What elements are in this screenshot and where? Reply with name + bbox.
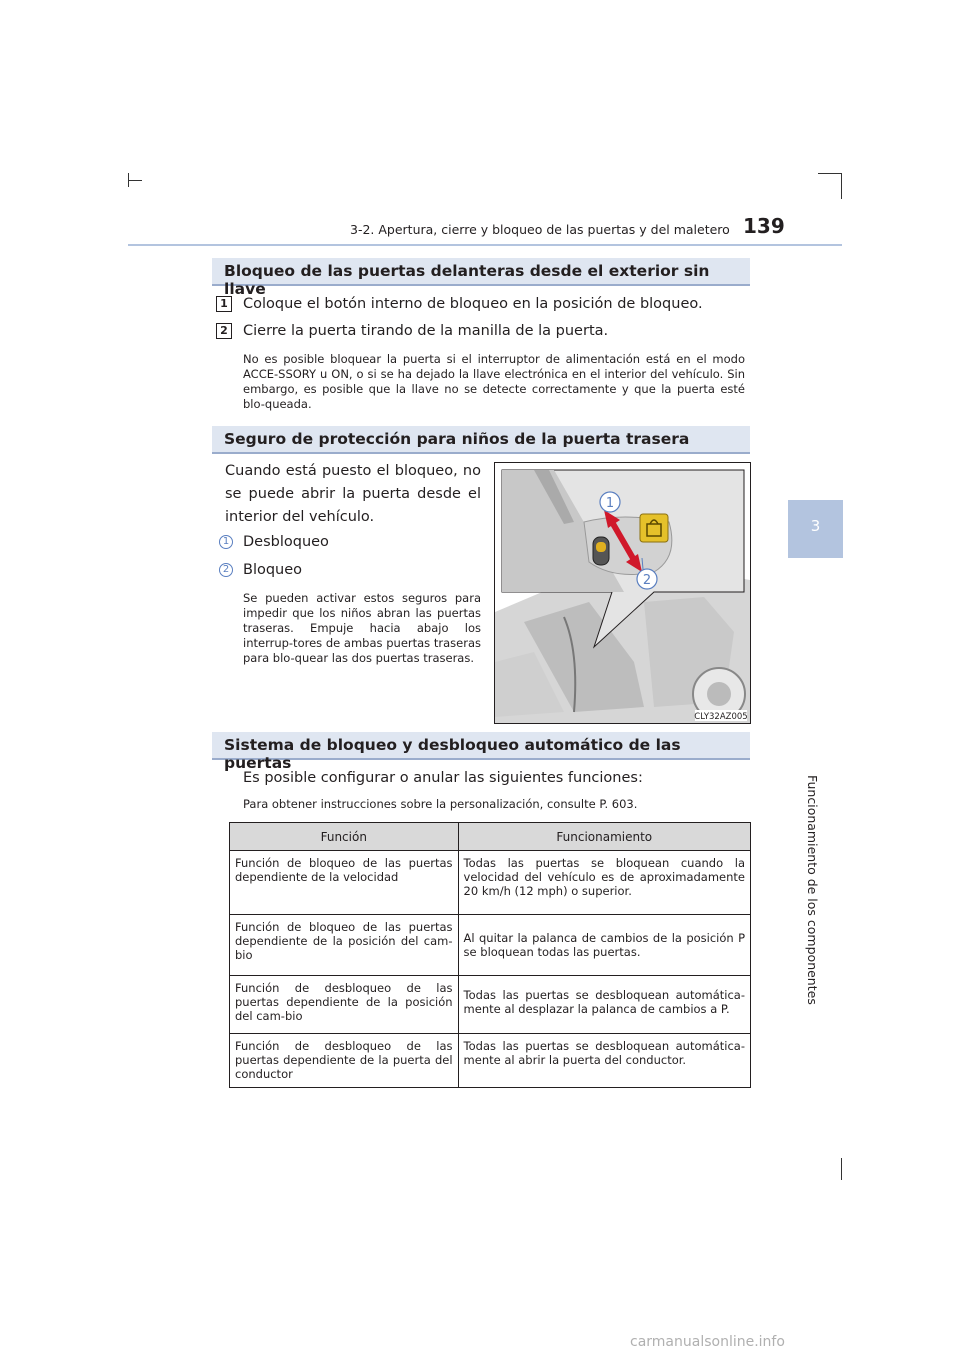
table-cell: Todas las puertas se desbloquean automática-mente al abrir la puerta del conductor. [458,1034,750,1088]
table-cell: Función de bloqueo de las puertas dependiente de la velocidad [230,851,459,915]
page-number: 139 [743,214,785,238]
callout-label: 2 [642,573,652,588]
note-text: Para obtener instrucciones sobre la personalización, consulte P. 603. [243,797,638,811]
header-rule [128,244,842,246]
section-heading [212,258,750,298]
running-header: 3-2. Apertura, cierre y bloqueo de las puertas y del maletero [350,222,730,237]
step-number: 1 [216,296,232,312]
table-row [230,976,751,1034]
table-cell: Al quitar la palanca de cambios de la posición P se bloquean todas las puertas. [458,915,750,976]
table-row [230,851,751,915]
table-cell: Función de desbloqueo de las puertas dependiente de la puerta del conductor [230,1034,459,1088]
section-heading [212,732,750,772]
crop-mark [128,180,142,181]
image-code: CLY32AZ005 [694,712,748,722]
crop-mark [818,173,842,174]
column-header: Funcionamiento [458,823,750,851]
column-header: Función [230,823,459,851]
callout-number: 2 [219,563,233,577]
section-heading [212,426,750,454]
section-title: Bloqueo de las puertas delanteras desde el exterior sin llave [224,262,710,298]
callout-number: 1 [219,535,233,549]
intro-text: Es posible configurar o anular las siguientes funciones: [243,770,643,786]
watermark: carmanualsonline.info [630,1334,785,1350]
item-label: Bloqueo [243,562,303,578]
intro-text: Cuando está puesto el bloqueo, no se puede abrir la puerta desde el interior del vehículo. [225,463,481,525]
child-lock-illustration [494,462,751,724]
note-text: No es posible bloquear la puerta si el interruptor de alimentación está en el modo ACCE-SSORY u ON, o si se ha dejado la llave electrónica en el interior del vehículo. Sin embargo, es posible que la llave no se detecte correctamente y que la puerta esté blo-queada. [243,352,745,411]
callout-label: 1 [605,496,615,511]
section-title: Seguro de protección para niños de la puerta trasera [224,430,690,448]
step-text: Coloque el botón interno de bloqueo en la posición de bloqueo. [243,296,703,312]
chapter-label: Funcionamiento de los componentes [805,775,820,1005]
table-row [230,1034,751,1088]
table-cell: Función de bloqueo de las puertas dependiente de la posición del cam-bio [230,915,459,976]
table-cell: Función de desbloqueo de las puertas dependiente de la posición del cam-bio [230,976,459,1034]
table-cell: Todas las puertas se desbloquean automática-mente al desplazar la palanca de cambios a P. [458,976,750,1034]
step-number: 2 [216,323,232,339]
chapter-number: 3 [810,517,821,535]
section-title: Sistema de bloqueo y desbloqueo automático de las puertas [224,736,681,772]
table-cell: Todas las puertas se bloquean cuando la velocidad del vehículo es de aproximadamente 20 km/h (12 mph) o superior. [458,851,750,915]
item-label: Desbloqueo [243,534,329,550]
table-row [230,915,751,976]
step-text: Cierre la puerta tirando de la manilla de la puerta. [243,323,609,339]
crop-mark [841,1158,842,1180]
chapter-tab [788,500,843,558]
note-text: Se pueden activar estos seguros para impedir que los niños abran las puertas traseras. Empuje hacia abajo los interrup-tores de ambas puertas traseras para blo-quear las dos puertas traseras. [243,591,481,665]
table-header-row [230,823,751,851]
crop-mark [841,173,842,199]
functions-table [229,822,751,1088]
